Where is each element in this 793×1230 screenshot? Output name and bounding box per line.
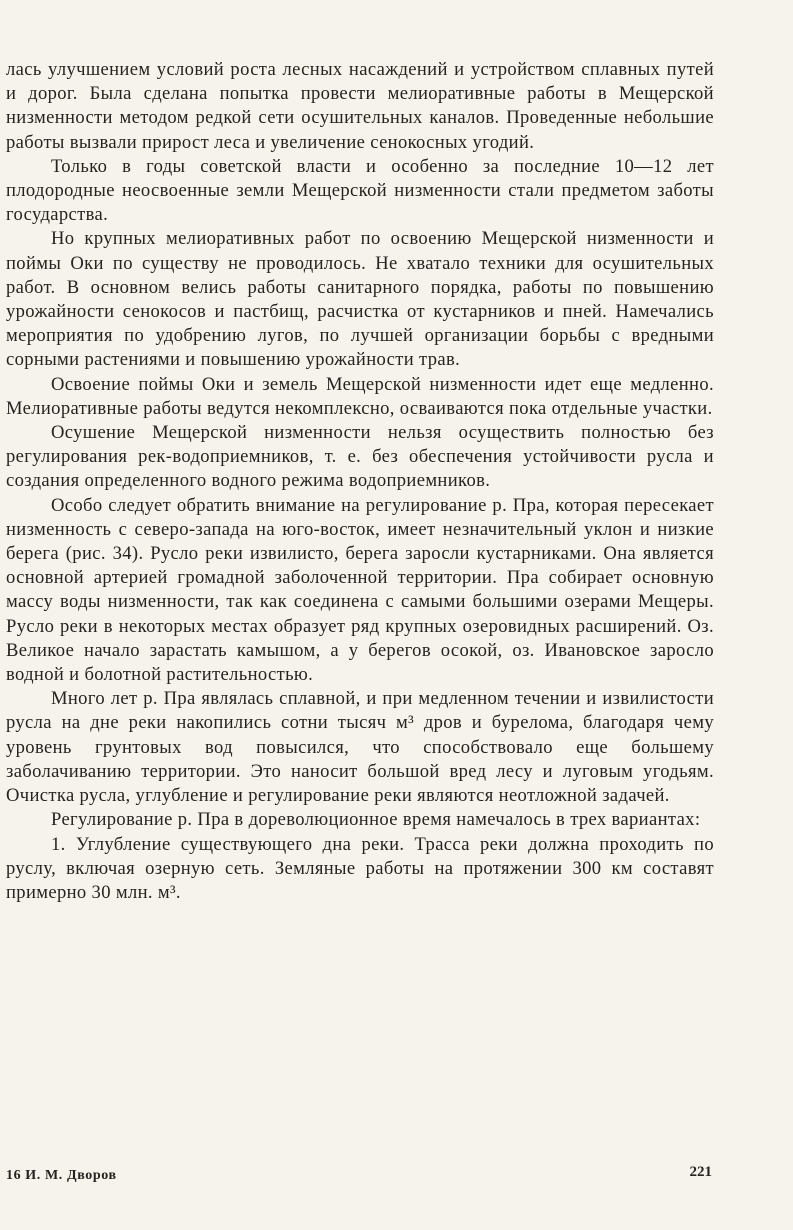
page-body [6, 58, 714, 905]
paragraph-4: Освоение поймы Оки и земель Мещерской низменности идет еще медленно. Мелиоративные работы ведутся некомплексно, осваиваются пока отдельные участки. [6, 373, 714, 419]
paragraph-9: 1. Углубление существующего дна реки. Трасса реки должна проходить по руслу, включая озерную сеть. Земляные работы на протяжении 300 км составят примерно 30 млн. м³. [6, 833, 714, 903]
paragraph-2: Только в годы советской власти и особенно за последние 10—12 лет плодородные неосвоенные земли Мещерской низменности стали предметом заботы государства. [6, 155, 714, 226]
paragraph-6: Особо следует обратить внимание на регулирование р. Пра, которая пересекает низменность с северо-запада на юго-восток, имеет незначительный уклон и низкие берега (рис. 34). Русло реки извилисто, берега заросли кустарниками. Она является основной артерией громадной заболоченной территории. Пра собирает основную массу воды низменности, так как соединена с самыми большими озерами Мещеры. Русло реки в некоторых местах образует ряд крупных озеровидных расширений. Оз. Великое начало зарастать камышом, а у берегов осокой, оз. Ивановское заросло водной и болотной растительностью. [6, 494, 714, 686]
page-number: 221 [689, 1164, 712, 1180]
signature-mark: 16 И. М. Дворов [6, 1168, 117, 1183]
paragraph-1: лась улучшением условий роста лесных насаждений и устройством сплавных путей и дорог. Была сделана попытка провести мелиоративные работы в Мещерской низменности методом редкой сети осушительных каналов. Проведенные небольшие работы вызвали прирост леса и увеличение сенокосных угодий. [6, 59, 714, 153]
page-footer [6, 1162, 714, 1186]
paragraph-5: Осушение Мещерской низменности нельзя осуществить полностью без регулирования рек-водоприемников, т. е. без обеспечения устойчивости русла и создания определенного водного режима водоприемников. [6, 422, 714, 492]
paragraph-3: Но крупных мелиоративных работ по освоению Мещерской низменности и поймы Оки по существу не проводилось. Не хватало техники для осушительных работ. В основном велись работы санитарного порядка, работы по повышению урожайности сенокосов и пастбищ, расчистка от кустарников и пней. Намечались мероприятия по удобрению лугов, по лучшей организации борьбы с вредными сорными растениями и повышению урожайности трав. [6, 228, 714, 371]
paragraph-7: Много лет р. Пра являлась сплавной, и при медленном течении и извилистости русла на дне реки накопились сотни тысяч м³ дров и бурелома, благодаря чему уровень грунтовых вод повысился, что способствовало еще большему заболачиванию территории. Это наносит большой вред лесу и луговым угодьям. Очистка русла, углубление и регулирование реки являются неотложной задачей. [6, 688, 714, 807]
paragraph-8: Регулирование р. Пра в дореволюционное время намечалось в трех вариантах: [51, 809, 701, 831]
